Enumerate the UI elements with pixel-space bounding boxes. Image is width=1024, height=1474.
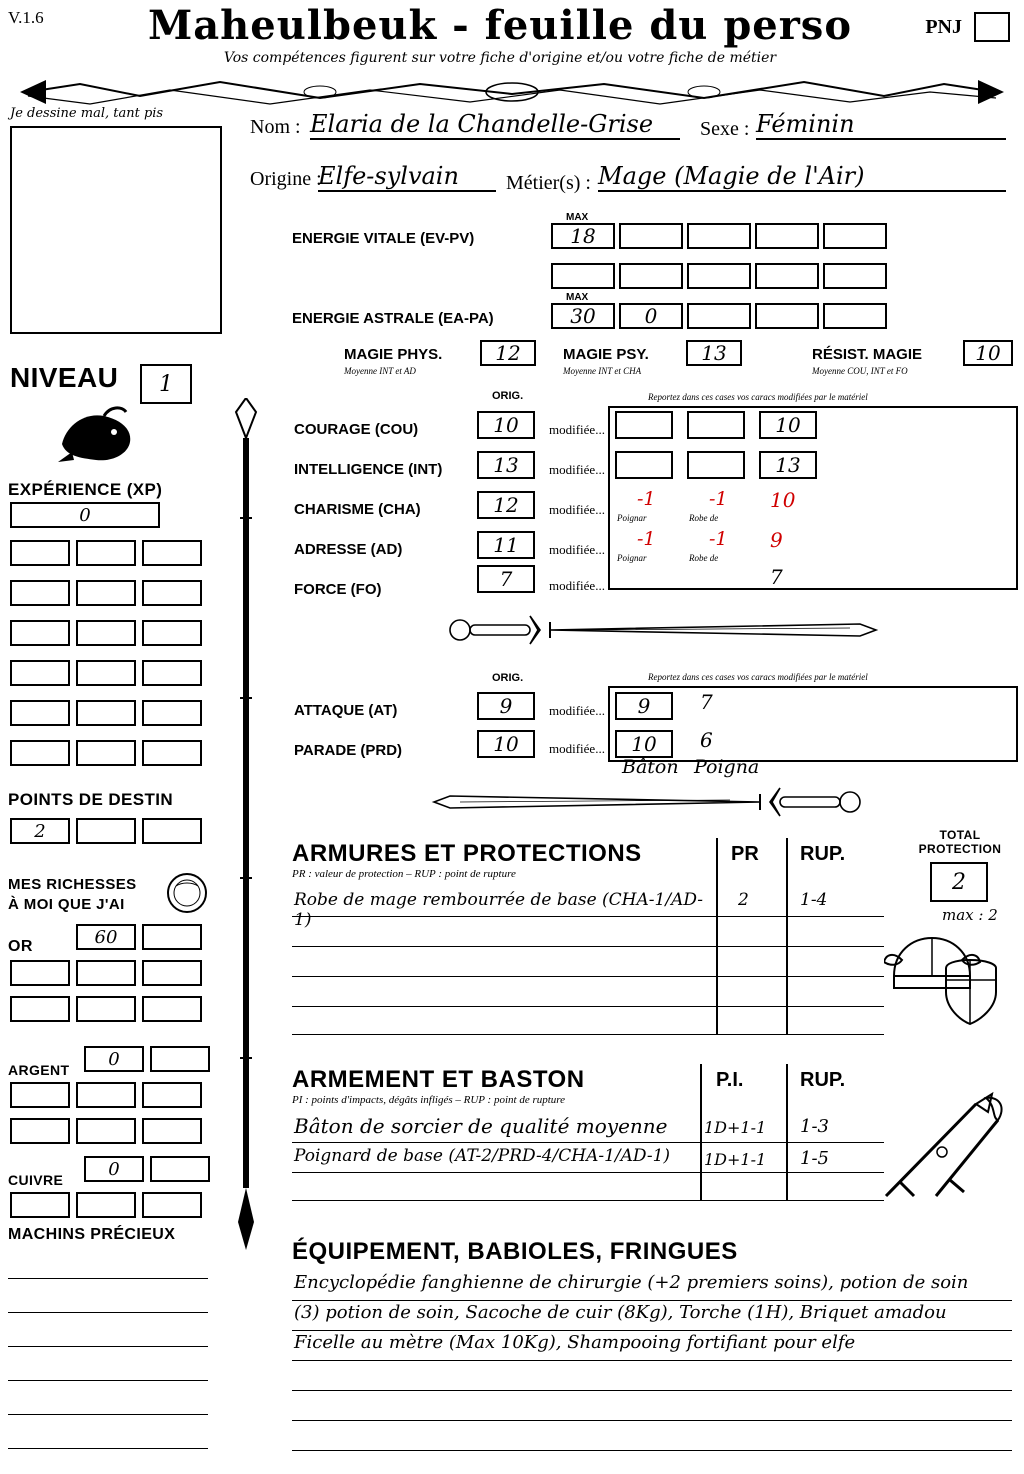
equipement-rule [292, 1330, 1012, 1331]
carac-mod-label: modifiée... [549, 422, 605, 437]
helmet-shield-icon [884, 926, 1014, 1026]
armures-subtitle: PR : valeur de protection – RUP : point de rupture [292, 868, 516, 880]
armement-divider [786, 1064, 788, 1200]
xp-cell[interactable] [142, 540, 202, 566]
carac-orig-force[interactable]: 7 [477, 565, 535, 593]
sexe-value[interactable]: Féminin [756, 110, 1006, 140]
or-cell[interactable] [142, 924, 202, 950]
cuivre-cell[interactable] [10, 1192, 70, 1218]
machins-line[interactable] [8, 1448, 208, 1449]
armures-divider [786, 838, 788, 1034]
combat-mod1-parade[interactable]: 10 [615, 730, 673, 758]
combat-mod2-parade[interactable]: 6 [700, 728, 713, 752]
carac-mod1-source-adresse: Poignar [617, 553, 647, 563]
machins-precieux-label: MACHINS PRÉCIEUX [8, 1226, 176, 1243]
or-cell[interactable] [76, 960, 136, 986]
armement-divider [700, 1064, 702, 1200]
portrait-box[interactable] [10, 126, 222, 334]
or-label: OR [8, 938, 33, 955]
carac-mod1-intelligence[interactable] [615, 451, 673, 479]
arme-row-pi[interactable]: 1D+1-1 [704, 1150, 767, 1169]
combat-mod-label: modifiée... [549, 703, 605, 718]
machins-line[interactable] [8, 1312, 208, 1313]
carac-label-courage: COURAGE (COU) [294, 421, 419, 438]
or-cell[interactable] [76, 996, 136, 1022]
points-destin-label: POINTS DE DESTIN [8, 790, 174, 809]
page-title: Maheulbeuk - feuille du perso [147, 2, 853, 49]
armement-title: ARMEMENT ET BASTON [292, 1066, 585, 1093]
ornament-divider [20, 70, 1004, 112]
carac-mod1-source-charisme: Poignar [617, 513, 647, 523]
or-cell[interactable] [10, 996, 70, 1022]
ev-cell[interactable] [551, 263, 615, 289]
xp-cell[interactable] [10, 620, 70, 646]
argent-cell[interactable] [150, 1046, 210, 1072]
total-protection-value[interactable]: 2 [930, 862, 988, 902]
richesses-label-line2: À MOI QUE J'AI [8, 896, 125, 913]
argent-cell[interactable] [142, 1082, 202, 1108]
carac-mod2-adresse[interactable]: -1 [709, 528, 728, 550]
argent-cell[interactable] [10, 1082, 70, 1108]
armure-line[interactable] [292, 916, 884, 917]
arme-row-name[interactable]: Poignard de base (AT-2/PRD-4/CHA-1/AD-1) [294, 1146, 671, 1166]
pnj-label: PNJ [925, 16, 962, 38]
dragon-head-icon [52, 404, 140, 468]
xp-cell[interactable] [10, 700, 70, 726]
total-protection-label-1: TOTAL [939, 828, 981, 842]
caracs-note: Reportez dans ces cases vos caracs modifiées par le matériel [648, 392, 868, 402]
ev-cell[interactable] [687, 263, 751, 289]
carac-final-force[interactable]: 7 [770, 565, 783, 589]
cuivre-label: CUIVRE [8, 1172, 64, 1188]
carac-mod-label: modifiée... [549, 502, 605, 517]
argent-label: ARGENT [8, 1062, 70, 1078]
magie-psy-value[interactable]: 13 [686, 340, 742, 366]
armures-col-rup: RUP. [800, 843, 846, 865]
metier-label: Métier(s) : [506, 172, 591, 194]
ea-cell[interactable] [687, 303, 751, 329]
sword-decoration [430, 610, 880, 650]
xp-cell[interactable] [10, 580, 70, 606]
ea-current-value[interactable]: 0 [619, 303, 683, 329]
armure-row-pr[interactable]: 2 [738, 890, 749, 910]
xp-cell[interactable] [76, 660, 136, 686]
cuivre-cell[interactable] [76, 1192, 136, 1218]
cuivre-value[interactable]: 0 [84, 1156, 144, 1182]
carac-label-force: FORCE (FO) [294, 581, 382, 598]
arme-row-pi[interactable]: 1D+1-1 [704, 1118, 767, 1137]
ea-cell[interactable] [755, 303, 819, 329]
ev-cell[interactable] [823, 263, 887, 289]
carac-mod1-adresse[interactable]: -1 [637, 528, 656, 550]
experience-label: EXPÉRIENCE (XP) [8, 480, 163, 499]
armure-row-rup[interactable]: 1-4 [800, 890, 828, 910]
energie-astrale-label: ENERGIE ASTRALE (EA-PA) [292, 310, 494, 327]
cuivre-cell[interactable] [150, 1156, 210, 1182]
xp-cell[interactable] [142, 620, 202, 646]
equipement-rule [292, 1360, 1012, 1361]
armure-line[interactable] [292, 1034, 884, 1035]
xp-cell[interactable] [142, 580, 202, 606]
carac-orig-charisme[interactable]: 12 [477, 491, 535, 519]
origine-value[interactable]: Elfe-sylvain [318, 162, 496, 192]
equipement-line[interactable]: Encyclopédie fanghienne de chirurgie (+2 premiers soins), potion de soin [294, 1272, 969, 1293]
total-protection-max: max : 2 [942, 906, 998, 924]
carac-mod-label: modifiée... [549, 462, 605, 477]
armure-line[interactable] [292, 976, 884, 977]
origine-label: Origine : [250, 168, 322, 190]
carac-label-parade: PARADE (PRD) [294, 742, 403, 759]
argent-cell[interactable] [76, 1082, 136, 1108]
or-cell[interactable] [142, 960, 202, 986]
carac-mod-label: modifiée... [549, 542, 605, 557]
combat-mod-label: modifiée... [549, 741, 605, 756]
combat-weapon1-name: Bâton [622, 756, 679, 778]
cuivre-cell[interactable] [142, 1192, 202, 1218]
ev-cell[interactable] [755, 263, 819, 289]
xp-cell[interactable] [76, 620, 136, 646]
page-subtitle: Vos compétences figurent sur votre fiche d'origine et/ou votre fiche de métier [223, 50, 777, 66]
combat-note: Reportez dans ces cases vos caracs modifiées par le matériel [648, 672, 868, 682]
armement-subtitle: PI : points d'impacts, dégâts infligés – RUP : point de rupture [292, 1094, 566, 1106]
armure-line[interactable] [292, 946, 884, 947]
niveau-value[interactable]: 1 [140, 364, 192, 404]
equipement-rule [292, 1390, 1012, 1391]
arme-line[interactable] [292, 1142, 884, 1143]
carac-label-charisme: CHARISME (CHA) [294, 501, 421, 518]
machins-line[interactable] [8, 1414, 208, 1415]
xp-cell[interactable] [142, 740, 202, 766]
combat-mod2-attaque[interactable]: 7 [700, 690, 713, 714]
ea-max-tag: MAX [566, 292, 589, 303]
caracs-orig-header: ORIG. [492, 390, 524, 402]
equipement-rule [292, 1450, 1012, 1451]
energie-vitale-label: ENERGIE VITALE (EV-PV) [292, 230, 475, 247]
equipement-title: ÉQUIPEMENT, BABIOLES, FRINGUES [292, 1238, 738, 1265]
equipement-rule [292, 1300, 1012, 1301]
ea-cell[interactable] [823, 303, 887, 329]
resist-magie-sub: Moyenne COU, INT et FO [812, 366, 908, 376]
armement-col-rup: RUP. [800, 1069, 846, 1091]
ea-max-value[interactable]: 30 [551, 303, 615, 329]
carac-orig-adresse[interactable]: 11 [477, 531, 535, 559]
xp-cell[interactable] [76, 540, 136, 566]
argent-cell[interactable] [10, 1118, 70, 1144]
points-destin-value[interactable]: 2 [10, 818, 70, 844]
carac-label-adresse: ADRESSE (AD) [294, 541, 403, 558]
xp-cell[interactable] [10, 660, 70, 686]
ev-cell[interactable] [823, 223, 887, 249]
magie-psy-sub: Moyenne INT et CHA [563, 366, 642, 376]
metier-value[interactable]: Mage (Magie de l'Air) [598, 162, 1006, 192]
or-cell[interactable] [10, 960, 70, 986]
resist-magie-value[interactable]: 10 [963, 340, 1013, 366]
carac-final-adresse[interactable]: 9 [770, 528, 783, 552]
total-protection-label-2: PROTECTION [918, 842, 1002, 856]
arme-row-rup[interactable]: 1-3 [800, 1116, 829, 1137]
carac-label-attaque: ATTAQUE (AT) [294, 702, 398, 719]
argent-value[interactable]: 0 [84, 1046, 144, 1072]
weapons-icon [880, 1090, 1014, 1202]
carac-orig-courage[interactable]: 10 [477, 411, 535, 439]
argent-cell[interactable] [76, 1118, 136, 1144]
carac-final-charisme[interactable]: 10 [770, 488, 796, 512]
equipement-line[interactable]: Ficelle au mètre (Max 10Kg), Shampooing fortifiant pour elfe [294, 1332, 856, 1353]
coin-icon [166, 872, 208, 914]
magie-phys-sub: Moyenne INT et AD [344, 366, 416, 376]
combat-orig-attaque[interactable]: 9 [477, 692, 535, 720]
nom-label: Nom : [250, 116, 301, 138]
carac-mod2-source-charisme: Robe de [689, 513, 719, 523]
magie-phys-value[interactable]: 12 [480, 340, 536, 366]
xp-cell[interactable] [76, 700, 136, 726]
carac-final-courage[interactable]: 10 [759, 411, 817, 439]
arme-line[interactable] [292, 1200, 884, 1201]
version-label: V.1.6 [8, 8, 44, 27]
nom-value[interactable]: Elaria de la Chandelle-Grise [310, 110, 680, 140]
pnj-checkbox[interactable] [974, 12, 1010, 42]
arme-line[interactable] [292, 1172, 884, 1173]
staff-decoration [228, 398, 264, 1258]
armure-line[interactable] [292, 1006, 884, 1007]
ev-cell[interactable] [619, 223, 683, 249]
combat-mod1-attaque[interactable]: 9 [615, 692, 673, 720]
machins-line[interactable] [8, 1278, 208, 1279]
armures-col-pr: PR [731, 843, 759, 865]
xp-cell[interactable] [142, 660, 202, 686]
carac-mod1-courage[interactable] [615, 411, 673, 439]
experience-value[interactable]: 0 [10, 502, 160, 528]
armures-title: ARMURES ET PROTECTIONS [292, 840, 642, 867]
destin-cell[interactable] [76, 818, 136, 844]
carac-mod2-courage[interactable] [687, 411, 745, 439]
xp-cell[interactable] [76, 580, 136, 606]
destin-cell[interactable] [142, 818, 202, 844]
armures-divider [716, 838, 718, 1034]
machins-line[interactable] [8, 1346, 208, 1347]
xp-cell[interactable] [142, 700, 202, 726]
portrait-note: Je dessine mal, tant pis [10, 106, 164, 121]
combat-weapon2-name: Poigna [694, 756, 760, 778]
ev-max-value[interactable]: 18 [551, 223, 615, 249]
magie-psy-label: MAGIE PSY. [563, 346, 649, 363]
ev-cell[interactable] [755, 223, 819, 249]
argent-cell[interactable] [142, 1118, 202, 1144]
ev-cell[interactable] [619, 263, 683, 289]
richesses-label-line1: MES RICHESSES [8, 876, 137, 893]
xp-cell[interactable] [10, 740, 70, 766]
sword-decoration-2 [430, 782, 880, 822]
or-value[interactable]: 60 [76, 924, 136, 950]
sexe-label: Sexe : [700, 118, 750, 140]
equipement-rule [292, 1420, 1012, 1421]
combat-orig-parade[interactable]: 10 [477, 730, 535, 758]
xp-cell[interactable] [10, 540, 70, 566]
xp-cell[interactable] [76, 740, 136, 766]
carac-mod2-charisme[interactable]: -1 [709, 488, 728, 510]
carac-mod2-intelligence[interactable] [687, 451, 745, 479]
magie-phys-label: MAGIE PHYS. [344, 346, 443, 363]
armement-col-pi: P.I. [716, 1069, 744, 1091]
equipement-line[interactable]: (3) potion de soin, Sacoche de cuir (8Kg), Torche (1H), Briquet amadou [294, 1302, 947, 1323]
ev-max-tag: MAX [566, 212, 589, 223]
carac-orig-intelligence[interactable]: 13 [477, 451, 535, 479]
arme-row-rup[interactable]: 1-5 [800, 1148, 829, 1169]
arme-row-name[interactable]: Bâton de sorcier de qualité moyenne [294, 1114, 668, 1138]
armure-row-name[interactable]: Robe de mage rembourrée de base (CHA-1/AD-1) [294, 890, 704, 930]
niveau-label: NIVEAU [10, 362, 119, 393]
carac-mod2-source-adresse: Robe de [689, 553, 719, 563]
resist-magie-label: RÉSIST. MAGIE [812, 346, 923, 363]
carac-mod1-charisme[interactable]: -1 [637, 488, 656, 510]
or-cell[interactable] [142, 996, 202, 1022]
machins-line[interactable] [8, 1380, 208, 1381]
combat-orig-header: ORIG. [492, 672, 524, 684]
carac-final-intelligence[interactable]: 13 [759, 451, 817, 479]
ev-cell[interactable] [687, 223, 751, 249]
carac-mod-label: modifiée... [549, 578, 605, 593]
carac-label-intelligence: INTELLIGENCE (INT) [294, 461, 443, 478]
